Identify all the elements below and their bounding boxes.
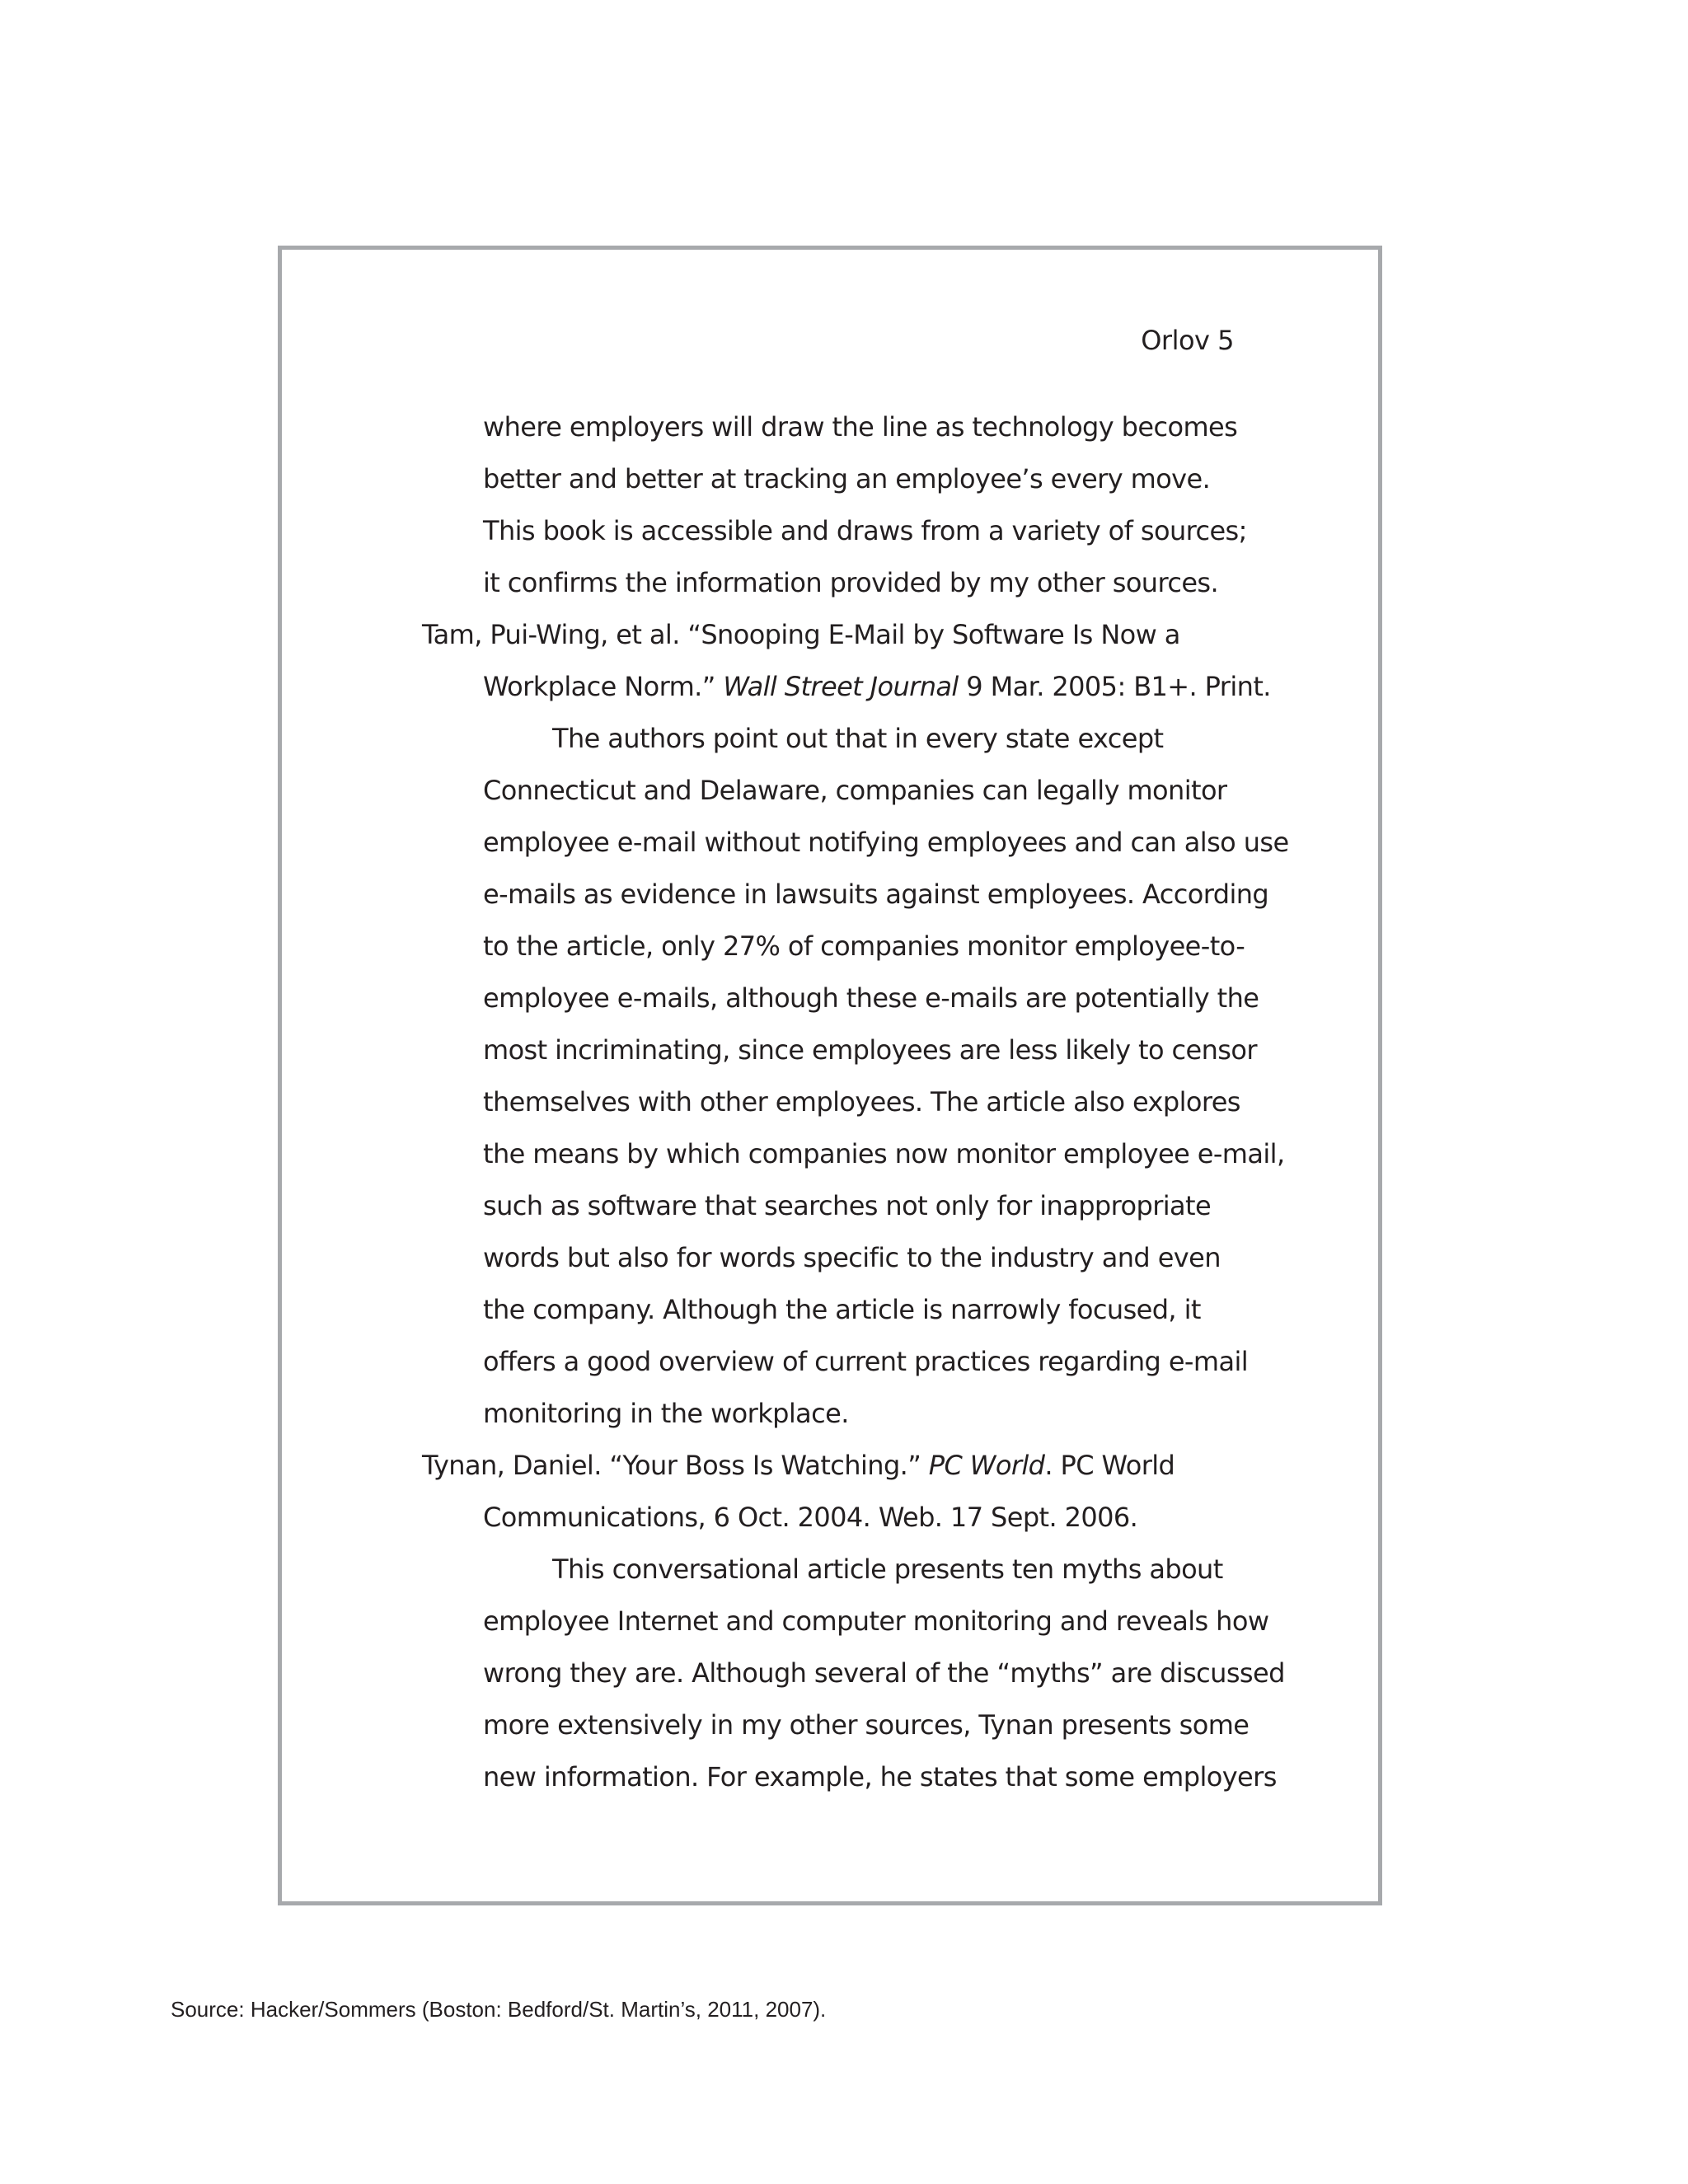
annotation-line: better and better at tracking an employee’s every move. bbox=[483, 463, 1211, 494]
annotation-line: This conversational article presents ten myths about bbox=[552, 1554, 1223, 1585]
annotation-line: employee Internet and computer monitoring and reveals how bbox=[483, 1605, 1269, 1637]
annotation-line: employee e-mails, although these e-mails are potentially the bbox=[483, 982, 1259, 1014]
journal-title: Wall Street Journal bbox=[723, 671, 959, 702]
annotation-line: such as software that searches not only for inappropriate bbox=[483, 1190, 1212, 1221]
annotation-line: most incriminating, since employees are less likely to censor bbox=[483, 1034, 1257, 1066]
annotation-line: Connecticut and Delaware, companies can legally monitor bbox=[483, 775, 1227, 806]
annotation-line: the company. Although the article is narrowly focused, it bbox=[483, 1294, 1201, 1325]
document-page bbox=[278, 246, 1382, 1905]
citation-continuation: Workplace Norm.” Wall Street Journal 9 Mar. 2005: B1+. Print. bbox=[483, 671, 1271, 702]
annotation-line: themselves with other employees. The article also explores bbox=[483, 1086, 1240, 1118]
running-head: Orlov 5 bbox=[1141, 325, 1234, 356]
annotation-line: more extensively in my other sources, Tynan presents some bbox=[483, 1709, 1250, 1741]
source-note: Source: Hacker/Sommers (Boston: Bedford/St. Martin’s, 2011, 2007). bbox=[171, 1997, 827, 2022]
annotation-line: monitoring in the workplace. bbox=[483, 1398, 849, 1429]
annotation-line: This book is accessible and draws from a variety of sources; bbox=[483, 515, 1247, 546]
citation-continuation: Communications, 6 Oct. 2004. Web. 17 Sept. 2006. bbox=[483, 1502, 1138, 1533]
annotation-line: words but also for words specific to the industry and even bbox=[483, 1242, 1221, 1273]
annotation-line: the means by which companies now monitor employee e-mail, bbox=[483, 1138, 1285, 1169]
annotation-line: The authors point out that in every state except bbox=[552, 723, 1164, 754]
publication-title: PC World bbox=[928, 1450, 1045, 1481]
annotation-line: offers a good overview of current practices regarding e-mail bbox=[483, 1346, 1249, 1377]
annotation-line: e-mails as evidence in lawsuits against employees. According bbox=[483, 879, 1269, 910]
annotation-line: wrong they are. Although several of the “myths” are discussed bbox=[483, 1657, 1285, 1689]
citation-entry-tam: Tam, Pui-Wing, et al. “Snooping E-Mail by Software Is Now a bbox=[422, 619, 1180, 650]
annotation-line: to the article, only 27% of companies monitor employee-to- bbox=[483, 930, 1245, 962]
annotation-line: where employers will draw the line as technology becomes bbox=[483, 411, 1238, 443]
citation-entry-tynan: Tynan, Daniel. “Your Boss Is Watching.” PC World. PC World bbox=[422, 1450, 1175, 1481]
annotation-line: new information. For example, he states that some employers bbox=[483, 1761, 1277, 1793]
annotation-line: employee e-mail without notifying employees and can also use bbox=[483, 827, 1289, 858]
annotation-line: it confirms the information provided by my other sources. bbox=[483, 567, 1219, 598]
